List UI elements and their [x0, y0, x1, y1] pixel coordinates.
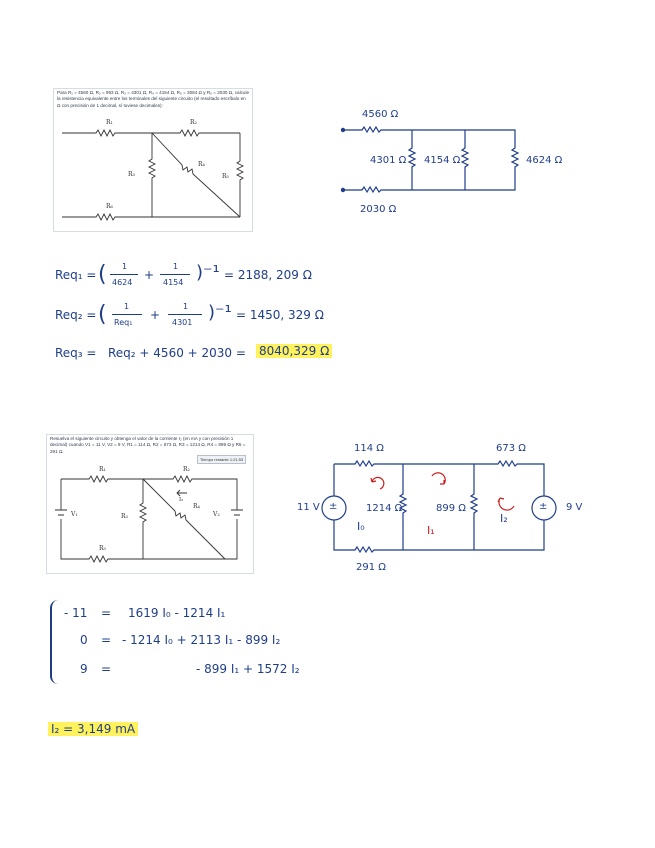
p2-label-r3: R₃ — [121, 513, 128, 520]
p2-sketch-r-top-left: 114 Ω — [354, 443, 384, 454]
eq2-plus: + — [150, 308, 161, 322]
eq2-lhs: Req₂ = — [55, 308, 97, 322]
p1-label-r4: R₄ — [198, 161, 205, 168]
p2-label-r2: R₂ — [183, 466, 190, 473]
p1-sketch-top: 4560 Ω — [362, 109, 399, 120]
p1-sketch-r-mid: 4154 Ω — [424, 155, 461, 166]
p2-sketch-r-mid-right: 899 Ω — [436, 503, 466, 514]
p2-sketch-i0: I₀ — [357, 520, 365, 533]
eq3-body: Req₂ + 4560 + 2030 = — [108, 346, 246, 360]
p2-sketch-r-bottom: 291 Ω — [356, 562, 386, 573]
p1-label-r3: R₃ — [128, 171, 135, 178]
problem2-statement: Resuelva el siguiente circuito y obtenga el valor de la corriente I₂ (en mA y con precisión 1 decimal) cuando V1 = 11 V, V2 = 9 V, R1 = 114 Ω, R2 = 673 Ω, R3 = 1214 Ω, R4 = 899 Ω y R5 = 291 Ω. — [50, 436, 246, 454]
eq2-d1: Req₁ — [114, 318, 133, 327]
p2-sketch-plus-right: ± — [539, 501, 548, 512]
p1-sketch-r-left: 4301 Ω — [370, 155, 407, 166]
system-lhs: - 11 — [64, 606, 88, 620]
system-lhs: 0 — [80, 633, 88, 647]
p1-sketch-r-right: 4624 Ω — [526, 155, 563, 166]
system-rhs: - 899 I₁ + 1572 I₂ — [196, 662, 300, 676]
system-rhs: 1619 I₀ - 1214 I₁ — [128, 606, 226, 620]
eq1-lhs: Req₁ = — [55, 268, 97, 282]
eq2-n1: 1 — [124, 302, 130, 311]
system-eq: = — [101, 633, 112, 647]
p2-label-v1: V₁ — [71, 511, 78, 518]
p2-sketch-plus-left: ± — [329, 501, 338, 512]
eq1-n1: 1 — [122, 262, 128, 271]
system-brace — [50, 600, 60, 684]
p1-label-r2: R₂ — [190, 119, 197, 126]
eq1-exp: )⁻¹ — [196, 262, 220, 283]
eq3-lhs: Req₃ = — [55, 346, 97, 360]
p2-label-i2: I₂ — [179, 497, 184, 503]
system-lhs: 9 — [80, 662, 88, 676]
p2-sketch-v-left: 11 V — [297, 502, 320, 513]
eq1-d2: 4154 — [163, 278, 184, 287]
eq3-result: 8040,329 Ω — [256, 344, 332, 358]
system-eq: = — [101, 606, 112, 620]
eq2-exp: )⁻¹ — [208, 302, 232, 323]
eq1-rhs: = 2188, 209 Ω — [224, 268, 312, 282]
p2-label-v2: V₂ — [213, 511, 220, 518]
p2-label-r4: R₄ — [193, 503, 200, 510]
p2-label-r1: R₁ — [99, 466, 106, 473]
p2-sketch-v-right: 9 V — [566, 502, 583, 513]
eq2-left-paren: ( — [98, 302, 107, 327]
eq1-plus: + — [144, 268, 155, 282]
problem1-statement: Para R₁ = 4560 Ω, R₂ = 993 Ω, R₃ = 4301 Ω, R₄ = 4154 Ω, R₅ = 3084 Ω y R₆ = 2030 Ω, calcule la resistencia equivalente entre los terminales del siguiente circuito (el resultado escríbalo en Ω con precisión de 1 decimal, sí tuviese decimales): — [57, 90, 250, 108]
eq1-left-paren: ( — [98, 262, 107, 287]
p2-sketch-r-mid-left: 1214 Ω — [366, 503, 403, 514]
p1-label-r6: R₆ — [106, 203, 113, 210]
p1-sketch-bottom: 2030 Ω — [360, 204, 397, 215]
timer-tooltip: Tiempo restante 1:21:53 — [197, 455, 246, 464]
system-rhs: - 1214 I₀ + 2113 I₁ - 899 I₂ — [122, 633, 281, 647]
eq2-rhs: = 1450, 329 Ω — [236, 308, 324, 322]
p2-sketch-i2: I₂ — [500, 512, 508, 525]
p2-sketch-i1: I₁ — [427, 524, 435, 537]
p2-sketch-r-top-right: 673 Ω — [496, 443, 526, 454]
p1-label-r5: R₅ — [222, 173, 229, 180]
eq1-n2: 1 — [173, 262, 179, 271]
eq1-d1: 4624 — [112, 278, 133, 287]
p2-label-r5: R₅ — [99, 545, 106, 552]
eq2-n2: 1 — [183, 302, 189, 311]
system-eq: = — [101, 662, 112, 676]
p1-label-r1: R₁ — [106, 119, 113, 126]
eq2-d2: 4301 — [172, 318, 193, 327]
answer-i2: I₂ = 3,149 mA — [48, 722, 138, 736]
